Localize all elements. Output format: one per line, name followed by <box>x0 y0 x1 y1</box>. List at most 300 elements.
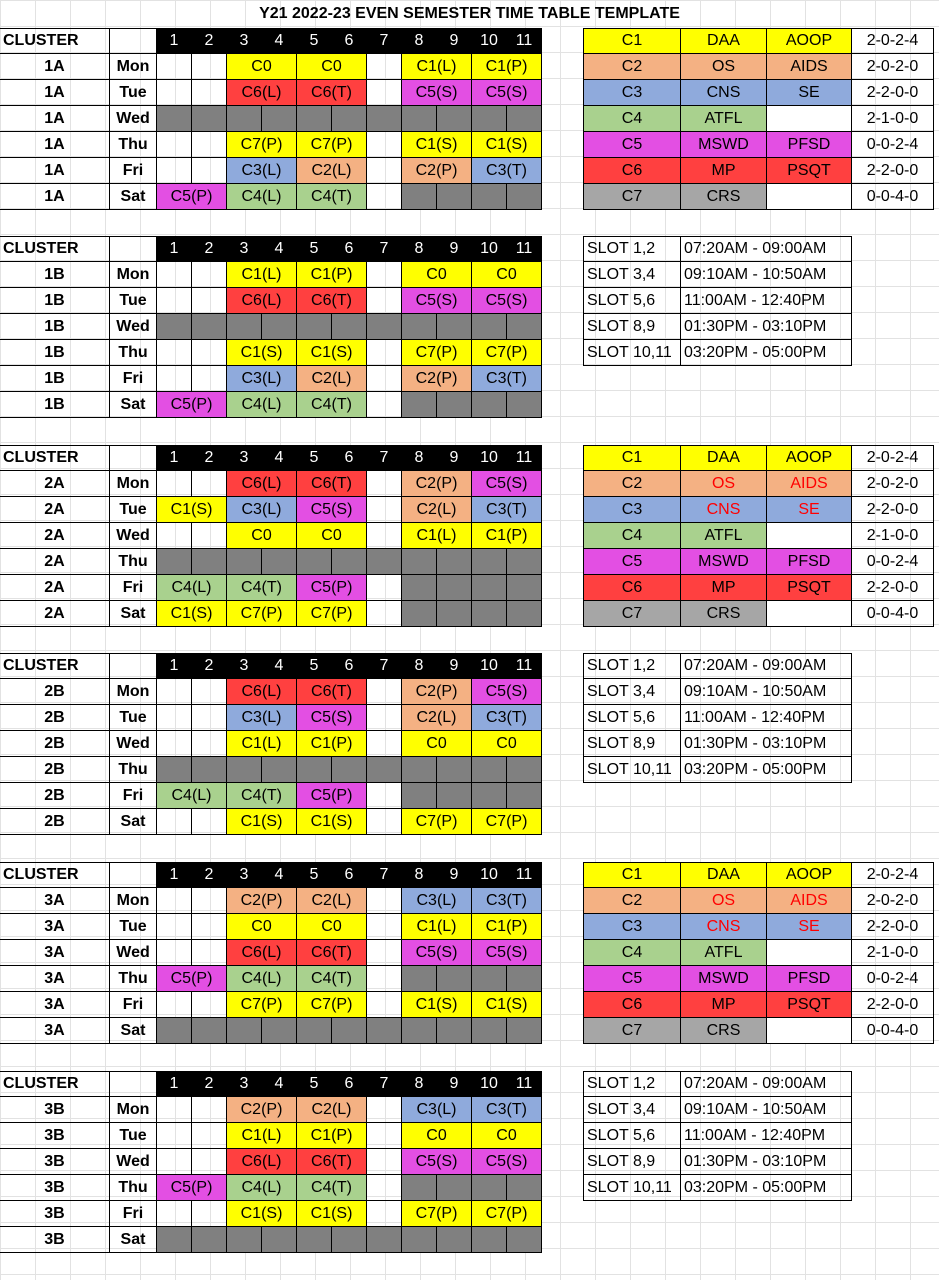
day-label: Wed <box>110 314 157 340</box>
day-label: Thu <box>110 966 157 992</box>
cluster-id: 1B <box>0 366 110 392</box>
course-alt: PFSD <box>767 132 852 158</box>
cluster-id: 1B <box>0 288 110 314</box>
blocked-slot <box>157 314 192 340</box>
course-name: ATFL <box>681 106 767 132</box>
day-label: Sat <box>110 1227 157 1253</box>
course-alt <box>767 184 852 210</box>
course-code: C2 <box>583 471 681 497</box>
blocked-slot <box>157 757 192 783</box>
course-code: C4 <box>583 523 681 549</box>
blocked-slot <box>507 601 542 627</box>
blocked-slot <box>262 1227 297 1253</box>
course-ltps: 2-2-0-0 <box>852 80 934 106</box>
slot-label: SLOT 8,9 <box>583 1149 681 1175</box>
class-slot: C2(P) <box>402 366 472 392</box>
cluster-id: 3A <box>0 1018 110 1044</box>
blocked-slot <box>227 1227 262 1253</box>
slot-header: 7 <box>367 445 402 471</box>
day-label: Sat <box>110 1018 157 1044</box>
cluster-id: 2B <box>0 809 110 835</box>
blocked-slot <box>402 392 437 418</box>
blocked-slot <box>402 966 437 992</box>
class-slot: C6(T) <box>297 288 367 314</box>
class-slot: C1(S) <box>227 340 297 366</box>
blocked-slot <box>402 314 437 340</box>
slot-header: 9 <box>437 28 472 54</box>
cluster-id: 2B <box>0 757 110 783</box>
blocked-slot <box>262 314 297 340</box>
blocked-slot <box>367 1018 402 1044</box>
slot-header: 3 <box>227 1071 262 1097</box>
class-slot: C1(S) <box>402 132 472 158</box>
course-alt <box>767 601 852 627</box>
class-slot: C3(T) <box>472 705 542 731</box>
class-slot: C3(T) <box>472 158 542 184</box>
class-slot: C1(P) <box>297 262 367 288</box>
empty-slot <box>157 679 192 705</box>
class-slot: C6(T) <box>297 80 367 106</box>
day-label: Tue <box>110 497 157 523</box>
slot-label: SLOT 3,4 <box>583 1097 681 1123</box>
class-slot: C2(P) <box>402 471 472 497</box>
empty-slot <box>192 1201 227 1227</box>
empty-slot <box>157 1149 192 1175</box>
slot-header: 2 <box>192 236 227 262</box>
course-ltps: 2-0-2-0 <box>852 471 934 497</box>
class-slot: C2(P) <box>402 158 472 184</box>
course-code: C1 <box>583 28 681 54</box>
slot-header: 5 <box>297 862 332 888</box>
class-slot: C3(T) <box>472 1097 542 1123</box>
blocked-slot <box>472 601 507 627</box>
day-label: Sat <box>110 184 157 210</box>
blocked-slot <box>472 184 507 210</box>
empty-slot <box>367 940 402 966</box>
day-header <box>110 1071 157 1097</box>
blocked-slot <box>157 1227 192 1253</box>
slot-header: 5 <box>297 236 332 262</box>
empty-slot <box>192 1097 227 1123</box>
empty-slot <box>367 575 402 601</box>
empty-slot <box>157 705 192 731</box>
slot-time: 11:00AM - 12:40PM <box>681 288 852 314</box>
blocked-slot <box>437 1018 472 1044</box>
class-slot: C5(P) <box>297 575 367 601</box>
class-slot: C5(S) <box>402 288 472 314</box>
blocked-slot <box>367 757 402 783</box>
empty-slot <box>367 288 402 314</box>
blocked-slot <box>297 106 332 132</box>
class-slot: C2(L) <box>297 1097 367 1123</box>
course-ltps: 2-1-0-0 <box>852 106 934 132</box>
class-slot: C7(P) <box>472 340 542 366</box>
day-label: Wed <box>110 106 157 132</box>
slot-time: 01:30PM - 03:10PM <box>681 1149 852 1175</box>
slot-time: 03:20PM - 05:00PM <box>681 1175 852 1201</box>
blocked-slot <box>507 106 542 132</box>
day-label: Wed <box>110 1149 157 1175</box>
day-header <box>110 653 157 679</box>
class-slot: C5(S) <box>402 1149 472 1175</box>
class-slot: C5(P) <box>157 392 227 418</box>
class-slot: C3(L) <box>227 705 297 731</box>
class-slot: C6(L) <box>227 679 297 705</box>
day-label: Thu <box>110 132 157 158</box>
empty-slot <box>367 966 402 992</box>
blocked-slot <box>402 106 437 132</box>
course-alt: AIDS <box>767 54 852 80</box>
slot-header: 2 <box>192 28 227 54</box>
slot-time: 11:00AM - 12:40PM <box>681 705 852 731</box>
day-header <box>110 445 157 471</box>
empty-slot <box>367 783 402 809</box>
class-slot: C0 <box>402 262 472 288</box>
blocked-slot <box>367 549 402 575</box>
cluster-id: 2A <box>0 549 110 575</box>
class-slot: C6(L) <box>227 288 297 314</box>
class-slot: C2(L) <box>297 158 367 184</box>
day-label: Fri <box>110 366 157 392</box>
cluster-id: 1B <box>0 392 110 418</box>
blocked-slot <box>472 575 507 601</box>
blocked-slot <box>402 1175 437 1201</box>
course-name: OS <box>681 54 767 80</box>
day-label: Mon <box>110 1097 157 1123</box>
blocked-slot <box>437 392 472 418</box>
empty-slot <box>157 80 192 106</box>
slot-header: 7 <box>367 653 402 679</box>
blocked-slot <box>402 549 437 575</box>
empty-slot <box>367 992 402 1018</box>
course-ltps: 0-0-2-4 <box>852 132 934 158</box>
slot-label: SLOT 10,11 <box>583 340 681 366</box>
slot-header: 5 <box>297 28 332 54</box>
class-slot: C4(L) <box>157 575 227 601</box>
course-name: CRS <box>681 1018 767 1044</box>
slot-header: 6 <box>332 1071 367 1097</box>
course-name: MSWD <box>681 549 767 575</box>
course-name: MSWD <box>681 132 767 158</box>
class-slot: C7(P) <box>402 340 472 366</box>
slot-time: 01:30PM - 03:10PM <box>681 731 852 757</box>
class-slot: C5(S) <box>472 679 542 705</box>
blocked-slot <box>437 184 472 210</box>
empty-slot <box>192 471 227 497</box>
slot-time: 07:20AM - 09:00AM <box>681 653 852 679</box>
blocked-slot <box>332 757 367 783</box>
blocked-slot <box>192 549 227 575</box>
slot-header: 5 <box>297 445 332 471</box>
day-label: Fri <box>110 158 157 184</box>
class-slot: C6(T) <box>297 679 367 705</box>
blocked-slot <box>332 1018 367 1044</box>
course-code: C7 <box>583 601 681 627</box>
blocked-slot <box>507 549 542 575</box>
class-slot: C1(S) <box>157 601 227 627</box>
class-slot: C7(P) <box>227 992 297 1018</box>
course-alt: AOOP <box>767 445 852 471</box>
class-slot: C1(P) <box>472 523 542 549</box>
empty-slot <box>367 809 402 835</box>
course-code: C3 <box>583 80 681 106</box>
cluster-id: 2B <box>0 731 110 757</box>
day-label: Tue <box>110 1123 157 1149</box>
empty-slot <box>367 132 402 158</box>
blocked-slot <box>332 1227 367 1253</box>
class-slot: C2(L) <box>297 888 367 914</box>
empty-slot <box>157 940 192 966</box>
course-ltps: 2-2-0-0 <box>852 497 934 523</box>
course-ltps: 2-1-0-0 <box>852 523 934 549</box>
course-name: MP <box>681 992 767 1018</box>
class-slot: C4(L) <box>227 184 297 210</box>
class-slot: C6(L) <box>227 80 297 106</box>
cluster-id: 3B <box>0 1201 110 1227</box>
blocked-slot <box>157 106 192 132</box>
cluster-header: CLUSTER <box>0 28 110 54</box>
blocked-slot <box>157 549 192 575</box>
empty-slot <box>157 731 192 757</box>
empty-slot <box>192 914 227 940</box>
day-header <box>110 28 157 54</box>
empty-slot <box>157 158 192 184</box>
empty-slot <box>192 705 227 731</box>
blocked-slot <box>507 575 542 601</box>
class-slot: C1(L) <box>227 262 297 288</box>
course-alt: PFSD <box>767 966 852 992</box>
cluster-id: 2B <box>0 705 110 731</box>
empty-slot <box>367 1175 402 1201</box>
course-name: CNS <box>681 914 767 940</box>
blocked-slot <box>227 106 262 132</box>
class-slot: C6(T) <box>297 471 367 497</box>
empty-slot <box>367 54 402 80</box>
course-code: C2 <box>583 54 681 80</box>
slot-header: 10 <box>472 236 507 262</box>
blocked-slot <box>192 1018 227 1044</box>
slot-label: SLOT 8,9 <box>583 731 681 757</box>
blocked-slot <box>402 1227 437 1253</box>
cluster-id: 3A <box>0 966 110 992</box>
slot-header: 10 <box>472 445 507 471</box>
empty-slot <box>367 158 402 184</box>
slot-label: SLOT 5,6 <box>583 1123 681 1149</box>
blocked-slot <box>192 757 227 783</box>
class-slot: C0 <box>472 1123 542 1149</box>
class-slot: C5(S) <box>472 471 542 497</box>
course-alt: PSQT <box>767 575 852 601</box>
day-label: Fri <box>110 1201 157 1227</box>
blocked-slot <box>507 1018 542 1044</box>
empty-slot <box>192 54 227 80</box>
blocked-slot <box>367 1227 402 1253</box>
course-alt: PSQT <box>767 992 852 1018</box>
empty-slot <box>157 809 192 835</box>
blocked-slot <box>297 549 332 575</box>
slot-header: 10 <box>472 653 507 679</box>
course-alt: PFSD <box>767 549 852 575</box>
blocked-slot <box>437 106 472 132</box>
blocked-slot <box>437 575 472 601</box>
blocked-slot <box>437 966 472 992</box>
day-label: Tue <box>110 288 157 314</box>
blocked-slot <box>332 314 367 340</box>
empty-slot <box>367 340 402 366</box>
blocked-slot <box>472 106 507 132</box>
slot-header: 10 <box>472 1071 507 1097</box>
class-slot: C5(P) <box>157 1175 227 1201</box>
course-name: CRS <box>681 601 767 627</box>
class-slot: C7(P) <box>472 1201 542 1227</box>
cluster-id: 2B <box>0 783 110 809</box>
blocked-slot <box>472 1175 507 1201</box>
slot-header: 11 <box>507 1071 542 1097</box>
slot-header: 1 <box>157 862 192 888</box>
slot-header: 2 <box>192 1071 227 1097</box>
day-label: Sat <box>110 809 157 835</box>
class-slot: C4(L) <box>157 783 227 809</box>
blocked-slot <box>472 1018 507 1044</box>
slot-time: 07:20AM - 09:00AM <box>681 236 852 262</box>
slot-header: 3 <box>227 653 262 679</box>
empty-slot <box>367 471 402 497</box>
empty-slot <box>367 914 402 940</box>
course-name: ATFL <box>681 940 767 966</box>
slot-header: 8 <box>402 862 437 888</box>
empty-slot <box>192 888 227 914</box>
slot-header: 7 <box>367 28 402 54</box>
slot-header: 4 <box>262 445 297 471</box>
blocked-slot <box>437 601 472 627</box>
slot-header: 2 <box>192 862 227 888</box>
slot-label: SLOT 3,4 <box>583 679 681 705</box>
class-slot: C2(L) <box>297 366 367 392</box>
cluster-id: 1A <box>0 80 110 106</box>
slot-label: SLOT 8,9 <box>583 314 681 340</box>
slot-header: 1 <box>157 653 192 679</box>
slot-label: SLOT 5,6 <box>583 288 681 314</box>
course-code: C7 <box>583 1018 681 1044</box>
day-header <box>110 862 157 888</box>
class-slot: C0 <box>297 914 367 940</box>
day-label: Thu <box>110 757 157 783</box>
class-slot: C4(T) <box>297 1175 367 1201</box>
class-slot: C2(P) <box>402 679 472 705</box>
cluster-id: 1B <box>0 340 110 366</box>
blocked-slot <box>297 314 332 340</box>
blocked-slot <box>402 184 437 210</box>
cluster-id: 3A <box>0 914 110 940</box>
class-slot: C3(L) <box>227 366 297 392</box>
slot-header: 7 <box>367 236 402 262</box>
empty-slot <box>157 340 192 366</box>
course-code: C6 <box>583 575 681 601</box>
empty-slot <box>367 1097 402 1123</box>
class-slot: C6(T) <box>297 1149 367 1175</box>
blocked-slot <box>262 1018 297 1044</box>
day-label: Wed <box>110 940 157 966</box>
slot-header: 11 <box>507 653 542 679</box>
day-label: Sat <box>110 392 157 418</box>
class-slot: C0 <box>227 54 297 80</box>
course-name: DAA <box>681 445 767 471</box>
cluster-id: 3A <box>0 888 110 914</box>
page-title: Y21 2022-23 EVEN SEMESTER TIME TABLE TEMPLATE <box>259 5 680 22</box>
course-name: OS <box>681 888 767 914</box>
slot-header: 4 <box>262 236 297 262</box>
cluster-id: 2A <box>0 497 110 523</box>
empty-slot <box>157 888 192 914</box>
blocked-slot <box>192 314 227 340</box>
slot-time: 11:00AM - 12:40PM <box>681 1123 852 1149</box>
course-code: C3 <box>583 914 681 940</box>
course-ltps: 2-2-0-0 <box>852 575 934 601</box>
slot-label: SLOT 10,11 <box>583 757 681 783</box>
slot-header: 10 <box>472 862 507 888</box>
class-slot: C1(L) <box>402 54 472 80</box>
cluster-id: 1B <box>0 314 110 340</box>
course-ltps: 2-2-0-0 <box>852 158 934 184</box>
slot-time: 09:10AM - 10:50AM <box>681 679 852 705</box>
blocked-slot <box>227 549 262 575</box>
course-ltps: 0-0-2-4 <box>852 549 934 575</box>
slot-label: SLOT 5,6 <box>583 705 681 731</box>
day-label: Fri <box>110 575 157 601</box>
class-slot: C4(L) <box>227 966 297 992</box>
blocked-slot <box>297 757 332 783</box>
slot-time: 09:10AM - 10:50AM <box>681 1097 852 1123</box>
empty-slot <box>157 132 192 158</box>
blocked-slot <box>472 392 507 418</box>
slot-header: 6 <box>332 653 367 679</box>
slot-header: 9 <box>437 236 472 262</box>
empty-slot <box>367 497 402 523</box>
class-slot: C5(S) <box>472 80 542 106</box>
empty-slot <box>192 523 227 549</box>
class-slot: C5(P) <box>157 184 227 210</box>
slot-header: 2 <box>192 653 227 679</box>
empty-slot <box>367 1201 402 1227</box>
class-slot: C4(T) <box>297 184 367 210</box>
empty-slot <box>367 679 402 705</box>
slot-header: 3 <box>227 28 262 54</box>
empty-slot <box>192 1149 227 1175</box>
day-header <box>110 236 157 262</box>
day-label: Wed <box>110 523 157 549</box>
cluster-id: 1A <box>0 158 110 184</box>
empty-slot <box>157 523 192 549</box>
slot-header: 11 <box>507 236 542 262</box>
blocked-slot <box>437 314 472 340</box>
class-slot: C2(P) <box>227 888 297 914</box>
slot-label: SLOT 1,2 <box>583 236 681 262</box>
course-code: C2 <box>583 888 681 914</box>
day-label: Mon <box>110 471 157 497</box>
slot-header: 11 <box>507 28 542 54</box>
empty-slot <box>367 366 402 392</box>
class-slot: C1(L) <box>227 1123 297 1149</box>
class-slot: C5(S) <box>472 940 542 966</box>
empty-slot <box>367 523 402 549</box>
cluster-id: 3B <box>0 1123 110 1149</box>
slot-label: SLOT 1,2 <box>583 653 681 679</box>
blocked-slot <box>402 1018 437 1044</box>
empty-slot <box>192 340 227 366</box>
slot-header: 9 <box>437 653 472 679</box>
day-label: Tue <box>110 80 157 106</box>
class-slot: C7(P) <box>227 601 297 627</box>
